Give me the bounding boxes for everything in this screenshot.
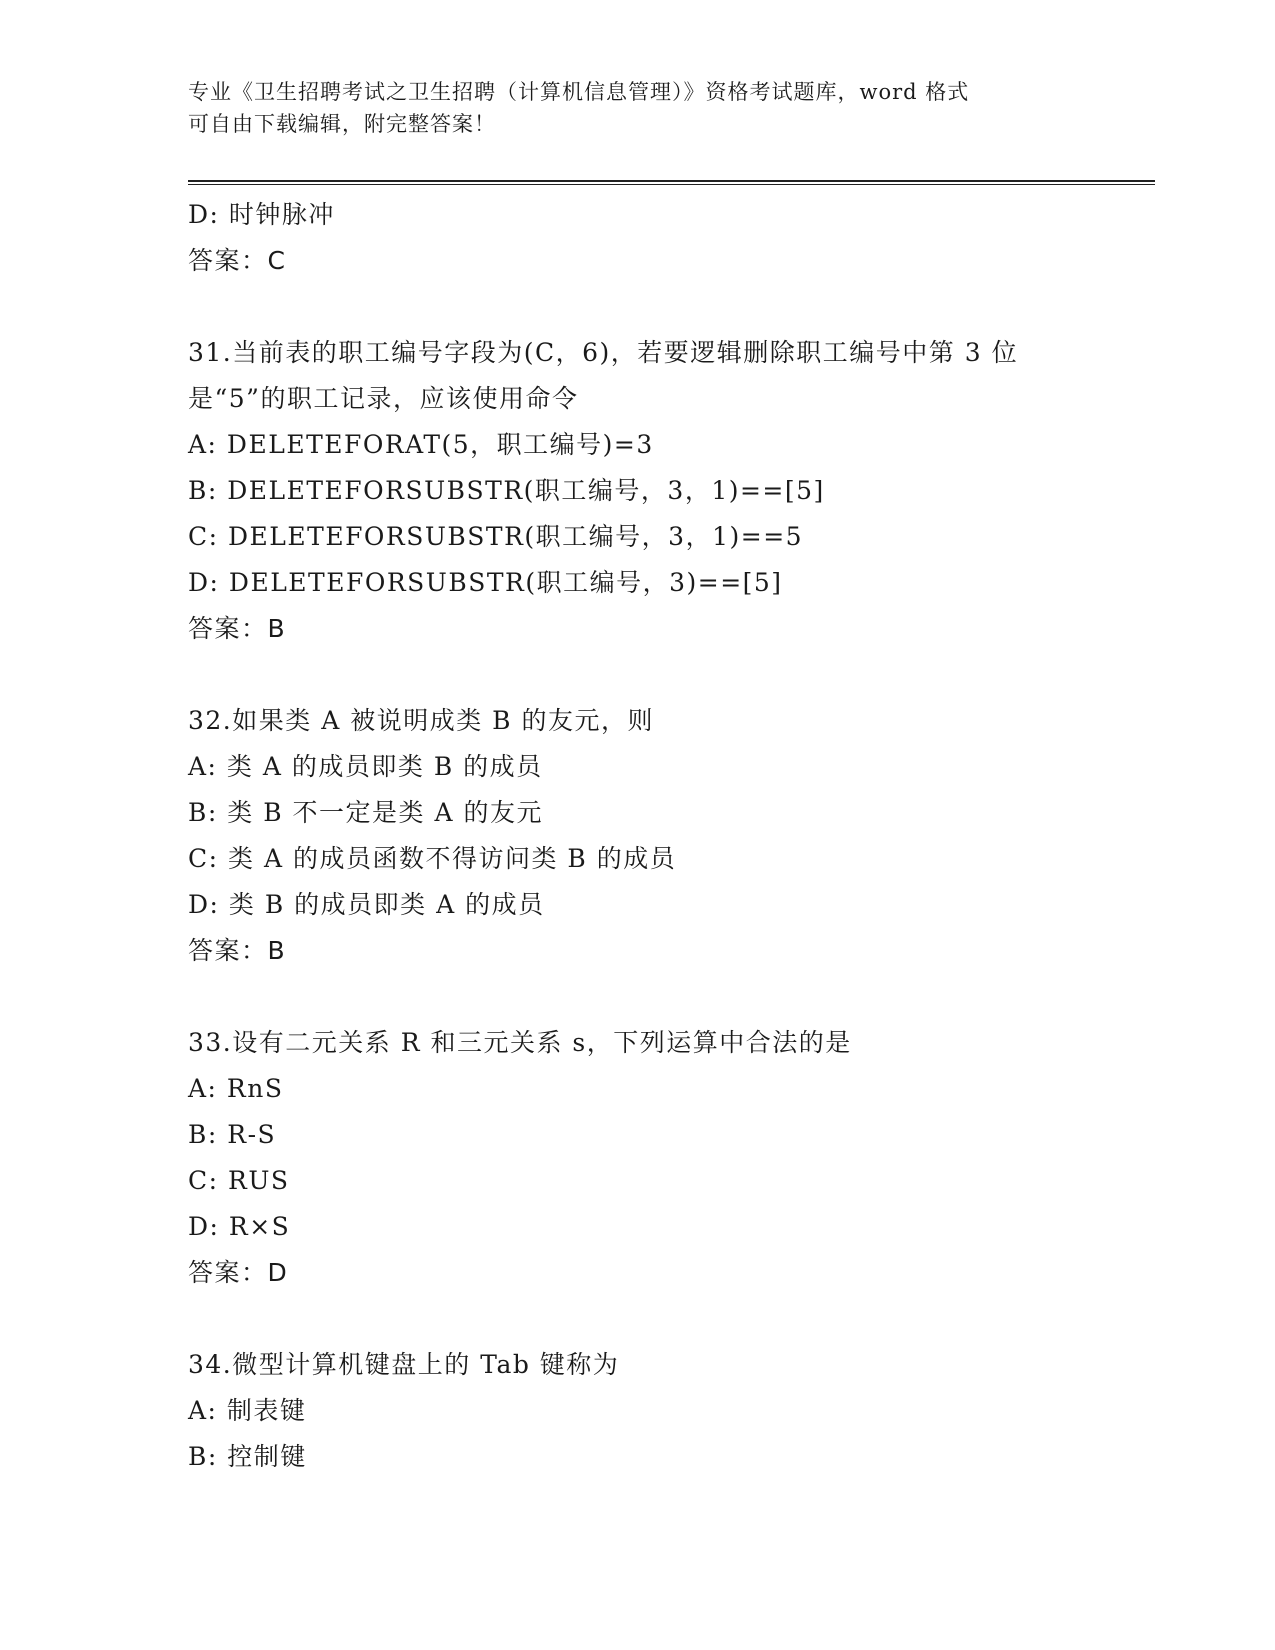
header-line-2: 可自由下载编辑，附完整答案！ bbox=[188, 112, 496, 136]
option-a: A: 制表键 bbox=[188, 1396, 307, 1425]
option-b: B: R-S bbox=[188, 1120, 277, 1149]
option-b: B: 类 B 不一定是类 A 的友元 bbox=[188, 798, 543, 827]
option-a: A: 类 A 的成员即类 B 的成员 bbox=[188, 752, 543, 781]
header-divider-thick bbox=[188, 180, 1155, 182]
option-d: D: 类 B 的成员即类 A 的成员 bbox=[188, 890, 545, 919]
question-32 bbox=[188, 698, 1088, 974]
prev-option-d: D: 时钟脉冲 bbox=[188, 200, 335, 229]
spacer bbox=[188, 652, 1088, 698]
option-d: D: R×S bbox=[188, 1212, 291, 1241]
question-stem-cont: 是“5”的职工记录，应该使用命令 bbox=[188, 384, 579, 413]
answer: 答案：D bbox=[188, 1258, 289, 1287]
question-stem: 32.如果类 A 被说明成类 B 的友元，则 bbox=[188, 706, 654, 735]
header-divider-thin bbox=[188, 184, 1155, 185]
option-a: A: DELETEFORAT(5，职工编号)=3 bbox=[188, 430, 654, 459]
question-stem: 33.设有二元关系 R 和三元关系 s，下列运算中合法的是 bbox=[188, 1028, 852, 1057]
option-d: D: DELETEFORSUBSTR(职工编号，3)==[5] bbox=[188, 568, 783, 597]
question-stem: 34.微型计算机键盘上的 Tab 键称为 bbox=[188, 1350, 620, 1379]
option-b: B: 控制键 bbox=[188, 1442, 307, 1471]
question-stem: 31.当前表的职工编号字段为(C，6)，若要逻辑删除职工编号中第 3 位 bbox=[188, 338, 1019, 367]
answer: 答案：B bbox=[188, 614, 287, 643]
question-34 bbox=[188, 1342, 1088, 1480]
option-c: C: RUS bbox=[188, 1166, 290, 1195]
spacer bbox=[188, 1296, 1088, 1342]
spacer bbox=[188, 284, 1088, 330]
question-31 bbox=[188, 330, 1088, 652]
option-c: C: DELETEFORSUBSTR(职工编号，3，1)==5 bbox=[188, 522, 804, 551]
document-header bbox=[188, 76, 1068, 140]
question-33 bbox=[188, 1020, 1088, 1296]
answer: 答案：B bbox=[188, 936, 287, 965]
option-c: C: 类 A 的成员函数不得访问类 B 的成员 bbox=[188, 844, 677, 873]
spacer bbox=[188, 974, 1088, 1020]
header-line-1: 专业《卫生招聘考试之卫生招聘（计算机信息管理）》资格考试题库，word 格式 bbox=[188, 80, 970, 104]
option-b: B: DELETEFORSUBSTR(职工编号，3，1)==[5] bbox=[188, 476, 825, 505]
prev-answer: 答案：C bbox=[188, 246, 287, 275]
question-list bbox=[188, 192, 1088, 1480]
option-a: A: RnS bbox=[188, 1074, 284, 1103]
